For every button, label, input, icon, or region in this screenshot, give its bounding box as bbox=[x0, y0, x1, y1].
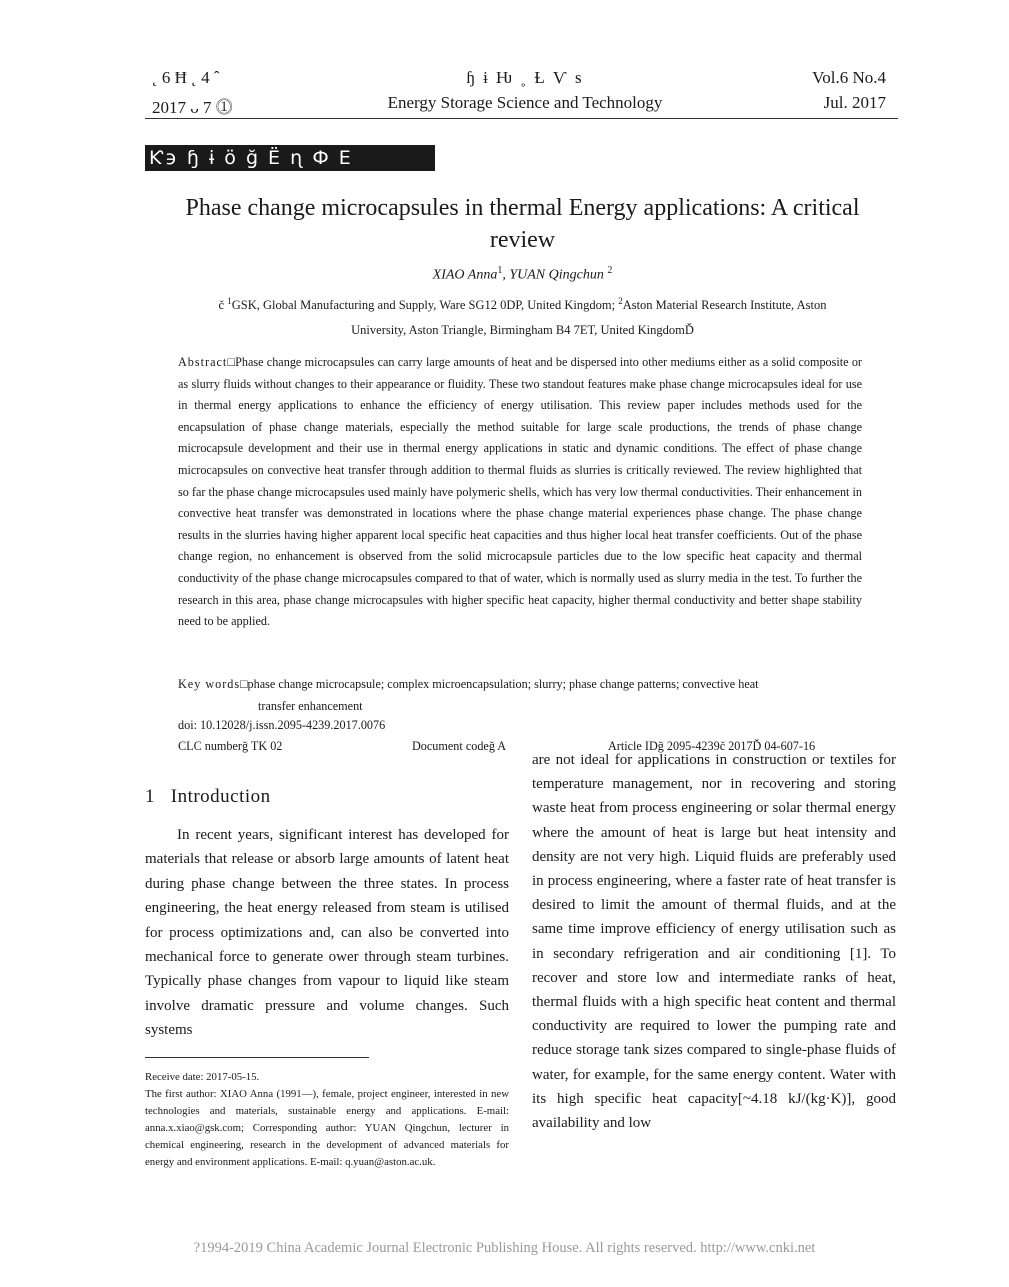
affil-sup-1: 1 bbox=[227, 296, 232, 306]
author-2: YUAN Qingchun bbox=[509, 267, 608, 283]
authors bbox=[150, 265, 895, 284]
keywords bbox=[178, 674, 862, 717]
affil-open: č bbox=[218, 298, 228, 313]
intro-paragraph-left: In recent years, significant interest has developed for materials that release or absorb large amounts of latent heat during phase change between the three states. In process engineering, the heat energy released from steam is utilised for process optimizations and, can also be converted into mechanical force to generate ower through steam turbines. Typically phase changes from vapour to liquid like steam involve dramatic pressure and volume changes. Such systems bbox=[145, 827, 509, 1039]
affiliations bbox=[150, 289, 895, 343]
affil-sup-2: 2 bbox=[618, 296, 623, 306]
abstract bbox=[178, 352, 862, 633]
header-volume: Vol.6 No.4 bbox=[812, 68, 886, 87]
abstract-sep: □ bbox=[227, 355, 236, 369]
clc-number: CLC numberğ TK 02 bbox=[178, 739, 283, 753]
document-code: Document codeğ A bbox=[412, 739, 507, 753]
author-1-sup: 1 bbox=[497, 265, 503, 276]
author-sep: , bbox=[502, 267, 510, 283]
paper-title: Phase change microcapsules in thermal Energy applications: A critical review bbox=[185, 195, 860, 253]
header-rule bbox=[145, 118, 898, 119]
copyright-footer: ?1994-2019 China Academic Journal Electronic Publishing House. All rights reserved. http://www.cnki.net bbox=[193, 1240, 816, 1256]
header-issue-cn: ˛ 6 Ħ ˛ 4 ˆ bbox=[152, 68, 220, 87]
header-date-cn: 2017 ᴗ 7 ⓵ bbox=[152, 98, 233, 117]
footnote-authors: The first author: XIAO Anna (1991—), female, project engineer, interested in new technologies and materials, sustainable energy and applications. E-mail: anna.x.xiao@gsk.com; Corresponding author: YUAN Qingchun, lecturer in chemical engineering, research in the development of advanced materials for energy and environment applications. E-mail: q.yuan@aston.ac.uk. bbox=[145, 1088, 509, 1168]
keywords-text: phase change microcapsule; complex microencapsulation; slurry; phase change patterns; convective heat bbox=[247, 677, 759, 691]
header-journal-cn: ɧ ɨ Ƕ ˳ Ɫ Ѵ s bbox=[466, 68, 584, 87]
section-number: 1 bbox=[145, 786, 155, 807]
abstract-text: Phase change microcapsules can carry large amounts of heat and be dispersed into other mediums either as a solid composite or as slurry fluids without changes to their appearance or fluidity. These two standout features make phase change microcapsules ideal for use in thermal energy applications to enhance the efficiency of energy utilisation. This review paper includes methods used for the encapsulation of phase change materials, especially the method suitable for large scale productions, the trends of phase change microcapsule development and their use in thermal energy applications in static and dynamic conditions. The effect of phase change microcapsules on convective heat transfer through addition to thermal fluids as slurries is critically reviewed. The review highlighted that so far the phase change microcapsules used mainly have polymeric shells, which has very low thermal conductivities. Their enhancement in convective heat transfer was demonstrated in locations where the phase change material experiences phase change. The phase change results in the slurries having higher apparent local specific heat capacities and thus higher local heat transfer coefficients. Out of the phase change region, no enhancement is observed from the solid microcapsule particles due to the low specific heat capacity and thermal conductivity of the phase change microcapsules compared to that of water, which is normally used as slurry media in the test. To further the research in this area, phase change microcapsules with higher specific heat capacity, higher thermal conductivity and better shape stability need to be applied. bbox=[178, 355, 862, 629]
author-2-sup: 2 bbox=[607, 265, 613, 276]
footnote bbox=[145, 1069, 509, 1171]
keywords-sep: □ bbox=[240, 677, 248, 691]
section-banner: Ƙ϶ ɧ ɨ ӧ ğ Ё ɳ Ф Ε bbox=[145, 145, 435, 171]
keywords-continued: transfer enhancement bbox=[258, 698, 363, 713]
section-heading bbox=[145, 786, 271, 808]
section-title: Introduction bbox=[170, 786, 271, 807]
doi: doi: 10.12028/j.issn.2095-4239.2017.0076 bbox=[178, 718, 386, 732]
article-id: Article IDğ 2095-4239č 2017Ď 04-607-16 bbox=[608, 739, 816, 753]
header-date: Jul. 2017 bbox=[823, 93, 886, 112]
author-1: XIAO Anna bbox=[432, 267, 498, 283]
intro-paragraph-right: are not ideal for applications in construction or textiles for temperature management, nor in recovering and storing waste heat from process engineering or solar thermal energy where the amount of heat is large but heat intensity and density are not very high. Liquid fluids are preferably used in process engineering, where a faster rate of heat transfer is desired to limit the amount of thermal fluids, and at the same time improve efficiency of energy utilisation such as in secondary refrigeration and air conditioning [1]. To recover and store low and intermediate ranks of heat, thermal fluids with a high specific heat content and thermal conductivity are required to lower the pumping rate and reduce storage tank sizes compared to single-phase fluids of water, for example, for the same energy content. Water with its high specific heat capacity[~4.18 kJ/(kg·K)], good availability and low bbox=[532, 752, 896, 1132]
abstract-label: Abstract bbox=[178, 355, 228, 369]
keywords-label: Key words bbox=[178, 677, 241, 691]
affil-part-2: Aston Material Research Institute, Aston bbox=[622, 298, 827, 313]
affiliation-line-2: University, Aston Triangle, Birmingham B4 7ET, United KingdomĎ bbox=[351, 323, 694, 338]
affiliation-line-1 bbox=[150, 289, 895, 318]
affil-part-1: GSK, Global Manufacturing and Supply, Ware SG12 0DP, United Kingdom; bbox=[231, 298, 619, 313]
footnote-received: Receive date: 2017-05-15. bbox=[145, 1071, 260, 1083]
intro-right-column bbox=[532, 748, 896, 1135]
intro-left-column bbox=[145, 823, 509, 1043]
keywords-line bbox=[178, 674, 862, 696]
footnote-rule bbox=[145, 1057, 369, 1058]
header-journal-en: Energy Storage Science and Technology bbox=[387, 93, 663, 112]
